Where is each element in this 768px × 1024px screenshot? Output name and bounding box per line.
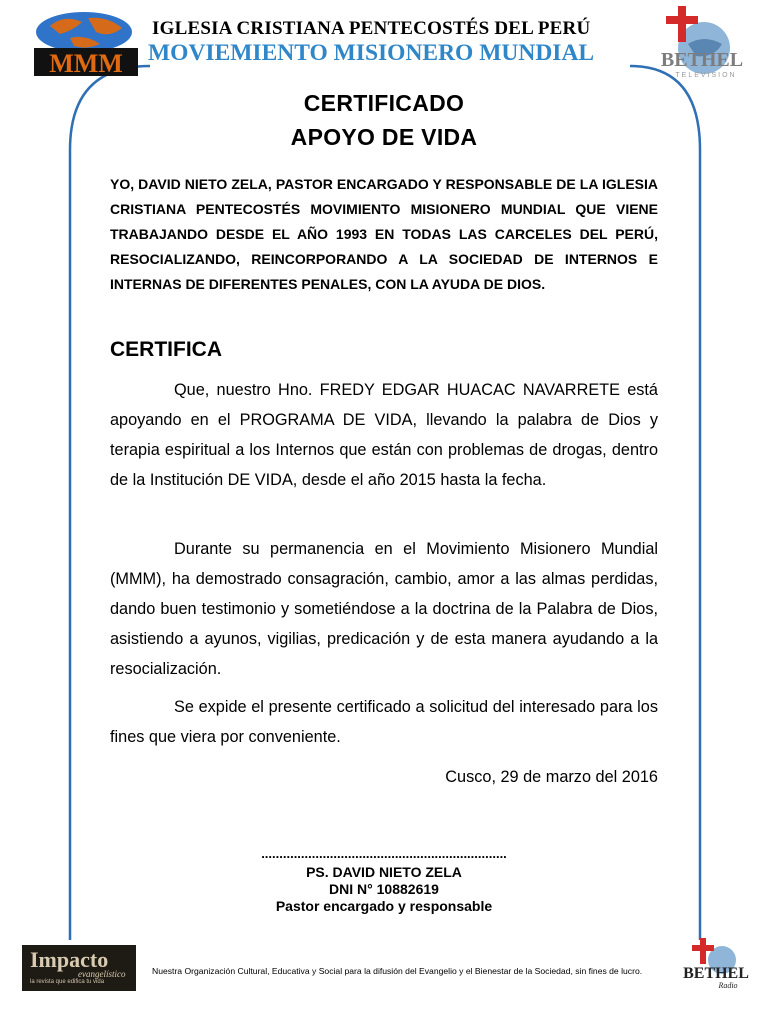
- signatory-dni: DNI N° 10882619: [329, 881, 439, 897]
- bethel-television-logo: [644, 4, 758, 80]
- bethel-radio-logo: [678, 938, 754, 990]
- paragraph-issuance: Se expide el presente certificado a solicitud del interesado para los fines que viera por conveniente.: [110, 698, 658, 746]
- footer-mission: Nuestra Organización Cultural, Educativa y Social para la difusión del Evangelio y el Bienestar de la Sociedad, sin fines de lucro.: [152, 966, 643, 976]
- certifica-heading: CERTIFICA: [110, 338, 222, 361]
- certificate-title: CERTIFICADO: [303, 90, 465, 116]
- signatory-name: PS. DAVID NIETO ZELA: [306, 864, 462, 880]
- paragraph-permanence: Durante su permanencia en el Movimiento Misionero Mundial (MMM), ha demostrado consagración, cambio, amor a las almas perdidas, dando buen testimonio y sometiéndose a la doctrina de la Palabra de Dios, asistiendo a ayunos, vigilias, predicación y de esta manera ayudando a la resocialización.: [110, 540, 658, 678]
- svg-text:Radio: Radio: [718, 981, 738, 990]
- certificate-subtitle: APOYO DE VIDA: [290, 124, 478, 150]
- movement-name: MOVIEMIENTO MISIONERO MUNDIAL: [148, 40, 595, 66]
- svg-text:TELEVISION: TELEVISION: [675, 72, 737, 79]
- issue-date: Cusco, 29 de marzo del 2016: [445, 768, 658, 786]
- paragraph-support: Que, nuestro Hno. FREDY EDGAR HUACAC NAVARRETE está apoyando en el PROGRAMA DE VIDA, llevando la palabra de Dios y terapia espiritual a los Internos que están con problemas de drogas, dentro de la Institución DE VIDA, desde el año 2015 hasta la fecha.: [110, 381, 658, 489]
- intro-statement: YO, DAVID NIETO ZELA, PASTOR ENCARGADO Y RESPONSABLE DE LA IGLESIA CRISTIANA PENTECOSTÉS MOVIMIENTO MISIONERO MUNDIAL QUE VIENE TRABAJANDO DESDE EL AÑO 1993 EN TODAS LAS CARCELES DEL PERÚ, RESOCIALIZANDO, REINCORPORANDO A LA SOCIEDAD DE INTERNOS E INTERNAS DE DIFERENTES PENALES, CON LA AYUDA DE DIOS.: [110, 176, 658, 292]
- mmm-logo: [30, 8, 142, 78]
- impacto-tagline: la revista que edifica tu vida: [30, 979, 105, 985]
- impacto-logo: [22, 945, 136, 991]
- signature-line: ....................................................................: [261, 846, 507, 861]
- church-name: IGLESIA CRISTIANA PENTECOSTÉS DEL PERÚ: [152, 18, 591, 39]
- impacto-wordmark: Impacto: [30, 947, 109, 972]
- impacto-subtitle: evangelístico: [78, 969, 126, 979]
- signatory-role: Pastor encargado y responsable: [275, 898, 493, 914]
- svg-text:MMM: MMM: [49, 49, 123, 78]
- svg-text:BETHEL: BETHEL: [683, 965, 749, 982]
- svg-text:BETHEL: BETHEL: [660, 49, 744, 71]
